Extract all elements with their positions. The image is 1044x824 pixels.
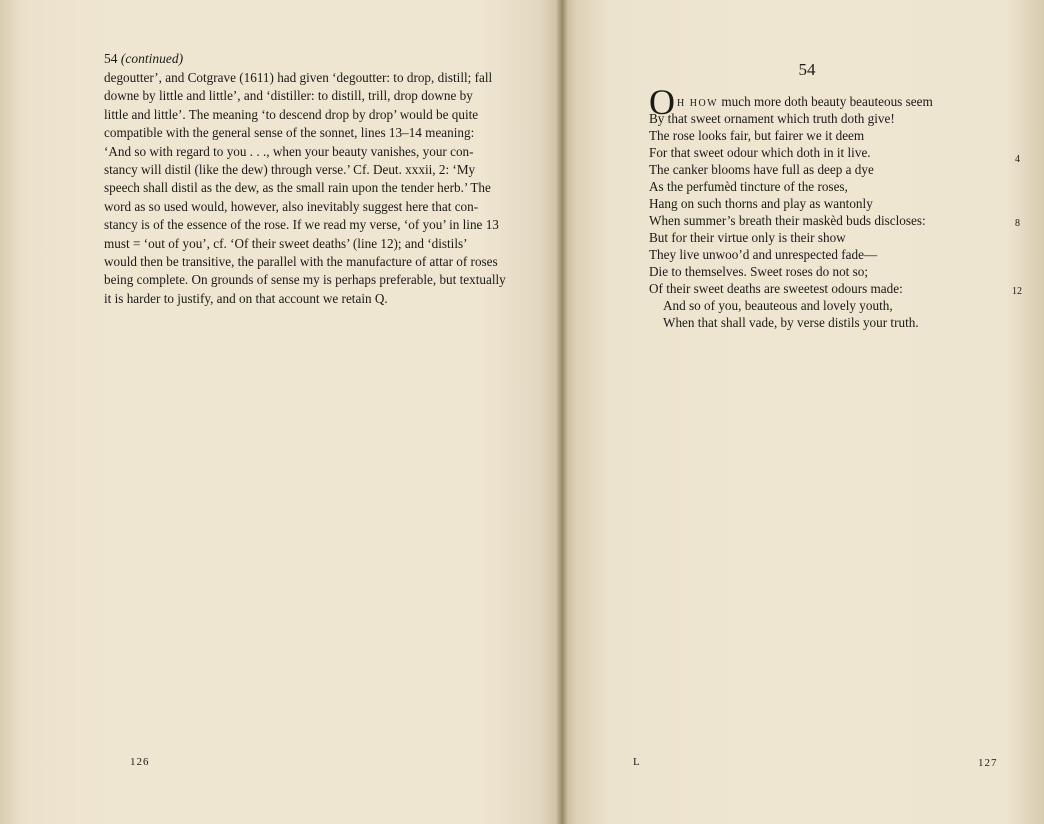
note-heading-number: 54 (104, 51, 118, 66)
note-heading (104, 51, 183, 67)
sonnet-line: The rose looks fair, but fairer we it deem (649, 128, 865, 143)
page-number-right: 127 (978, 757, 998, 769)
sonnet-line: Of their sweet deaths are sweetest odours made: (649, 281, 903, 296)
sonnet-line: But for their virtue only is their show (649, 230, 846, 245)
note-line: degoutter’, and Cotgrave (1611) had given ‘degoutter: to drop, distill; fall (104, 70, 493, 85)
note-line: speech shall distil as the dew, as the small rain upon the tender herb.’ The (104, 180, 491, 196)
sonnet-couplet-line: And so of you, beauteous and lovely youth, (663, 298, 893, 313)
note-line: little and little’. The meaning ‘to descend drop by drop’ would be quite (104, 106, 479, 122)
small-caps-opening: H HOW (677, 98, 719, 109)
note-line: word as so used would, however, also inevitably suggest here that con- (104, 198, 479, 214)
commentary-note (104, 69, 521, 308)
line-number-8: 8 (1015, 218, 1020, 229)
sonnet-line: By that sweet ornament which truth doth give! (649, 111, 895, 126)
note-line: must = ‘out of you’, cf. ‘Of their sweet deaths’ (line 12); and ‘distils’ (104, 235, 468, 251)
sonnet-couplet-line: When that shall vade, by verse distils your truth. (663, 315, 919, 330)
note-line: compatible with the general sense of the sonnet, lines 13–14 meaning: (104, 125, 475, 141)
sonnet-line: When summer’s breath their maskèd buds discloses: (649, 213, 926, 228)
note-heading-label: (continued) (120, 51, 184, 66)
sonnet-number: 54 (798, 60, 816, 79)
line-number-4: 4 (1015, 154, 1020, 165)
sonnet-line: Die to themselves. Sweet roses do not so; (649, 264, 869, 279)
note-line: it is harder to justify, and on that account we retain Q. (104, 290, 388, 306)
book-gutter (556, 0, 568, 824)
note-line: downe by little and little’, and ‘distiller: to distill, trill, drop downe by (104, 88, 473, 104)
sonnet-line: Hang on such thorns and play as wantonly (649, 196, 873, 211)
sonnet-line: For that sweet odour which doth in it live. (649, 145, 871, 160)
first-line-text: much more doth beauty beauteous seem (718, 94, 933, 109)
note-line: stancy is of the essence of the rose. If we read my verse, ‘of you’ in line 13 (104, 217, 499, 233)
sonnet-line: The canker blooms have full as deep a dye (649, 162, 874, 177)
signature-mark: L (633, 756, 641, 768)
sonnet-line: They live unwoo’d and unrespected fade— (649, 247, 878, 262)
drop-cap: O (649, 82, 675, 122)
note-line: would then be transitive, the parallel with the manufacture of attar of roses (104, 254, 498, 270)
note-line: ‘And so with regard to you . . ., when your beauty vanishes, your con- (104, 143, 474, 159)
note-line: stancy will distil (like the dew) through verse.’ Cf. Deut. xxxii, 2: ‘My (104, 162, 476, 178)
page-number-left: 126 (130, 756, 150, 768)
line-number-12: 12 (1012, 286, 1022, 297)
sonnet-line: As the perfumèd tincture of the roses, (649, 179, 848, 194)
note-line: being complete. On grounds of sense my is perhaps preferable, but textually (104, 272, 506, 288)
